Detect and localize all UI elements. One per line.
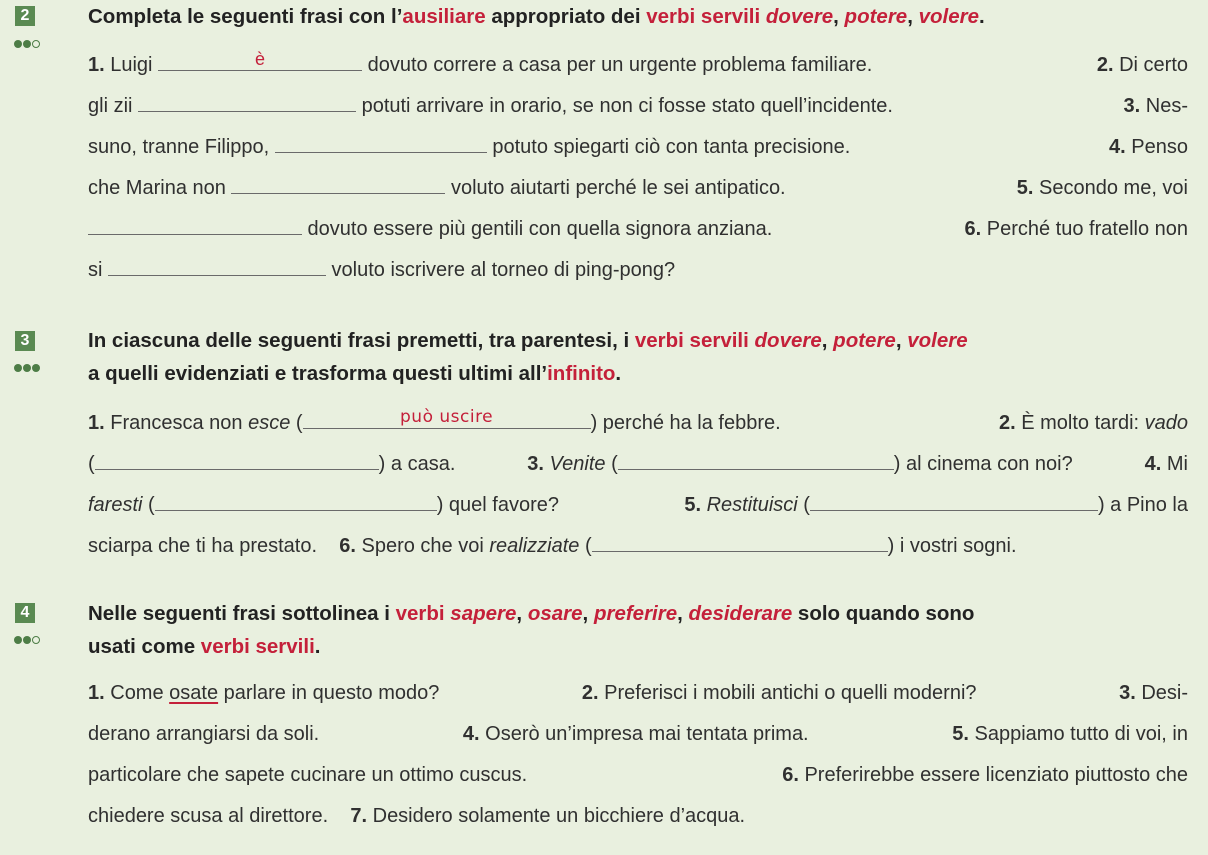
answer-blank[interactable] <box>88 214 302 235</box>
answer-blank[interactable] <box>592 531 888 552</box>
exercise-number-badge: 4 <box>15 603 35 623</box>
sentence-line: faresti ( ) quel favore? 5. Restituisci ( ) a Pino la <box>88 485 1188 526</box>
sentence-line: dovuto essere più gentili con quella signora anziana. 6. Perché tuo fratello non <box>88 209 1188 250</box>
exercise-number-badge: 3 <box>15 331 35 351</box>
sentence-line: gli zii potuti arrivare in orario, se non ci fosse stato quell’incidente. 3. Nes- <box>88 86 1188 127</box>
answer-blank[interactable] <box>618 449 894 470</box>
sentence-line: 1. Francesca non esce ( può uscire ) perché ha la febbre. 2. È molto tardi: vado <box>88 407 1188 434</box>
sentence-line: 1. Come osate parlare in questo modo? 2. Preferisci i mobili antichi o quelli moderni? 3. Desi- <box>88 682 1188 704</box>
answer-blank[interactable] <box>108 255 326 276</box>
sentence-line: che Marina non voluto aiutarti perché le sei antipatico. 5. Secondo me, voi <box>88 168 1188 209</box>
sentence-line: sciarpa che ti ha prestato. 6. Spero che voi realizziate ( ) i vostri sogni. <box>88 526 1188 567</box>
answer-blank[interactable] <box>231 173 445 194</box>
difficulty-dot-filled <box>23 636 31 644</box>
difficulty-dot-filled <box>23 364 31 372</box>
answer-blank[interactable] <box>275 132 487 153</box>
difficulty-dot-filled <box>14 364 22 372</box>
sentence-line: suno, tranne Filippo, potuto spiegarti ciò con tanta precisione. 4. Penso <box>88 127 1188 168</box>
exercise-instruction: In ciascuna delle seguenti frasi premetti, tra parentesi, i verbi servili dovere, potere, volere a quelli evidenziati e trasforma questi ultimi all’infinito. <box>88 329 968 385</box>
difficulty-dot-empty <box>32 636 40 644</box>
answer-blank[interactable]: è <box>158 50 362 71</box>
answer-blank[interactable] <box>155 490 437 511</box>
sentence-line: ( ) a casa. 3. Venite ( ) al cinema con noi? 4. Mi <box>88 444 1188 485</box>
underlined-verb[interactable]: osate <box>169 682 219 704</box>
difficulty-dot-filled <box>32 364 40 372</box>
sentence-line: 1. Luigi è dovuto correre a casa per un urgente problema familiare. 2. Di certo <box>88 49 1188 76</box>
exercise-instruction: Nelle seguenti frasi sottolinea i verbi sapere, osare, preferire, desiderare solo quando sono usati come verbi servili. <box>88 602 975 658</box>
sentence-line: chiedere scusa al direttore. 7. Desidero solamente un bicchiere d’acqua. <box>88 805 746 827</box>
exercise-number-badge: 2 <box>15 6 35 26</box>
answer-blank[interactable]: può uscire <box>303 408 591 429</box>
answer-blank[interactable] <box>810 490 1098 511</box>
answer-blank[interactable] <box>138 91 356 112</box>
difficulty-dot-empty <box>32 40 40 48</box>
difficulty-dot-filled <box>23 40 31 48</box>
sentence-line: derano arrangiarsi da soli. 4. Oserò un’impresa mai tentata prima. 5. Sappiamo tutto di voi, in <box>88 723 1188 745</box>
difficulty-dots <box>14 636 40 644</box>
difficulty-dot-filled <box>14 40 22 48</box>
difficulty-dots <box>14 364 40 372</box>
difficulty-dots <box>14 40 40 48</box>
sentence-line: si voluto iscrivere al torneo di ping-pong? <box>88 250 1188 291</box>
answer-blank[interactable] <box>95 449 379 470</box>
sentence-line: particolare che sapete cucinare un ottimo cuscus. 6. Preferirebbe essere licenziato piuttosto che <box>88 764 1188 786</box>
exercise-instruction: Completa le seguenti frasi con l’ausiliare appropriato dei verbi servili dovere, potere, volere. <box>88 5 985 28</box>
difficulty-dot-filled <box>14 636 22 644</box>
